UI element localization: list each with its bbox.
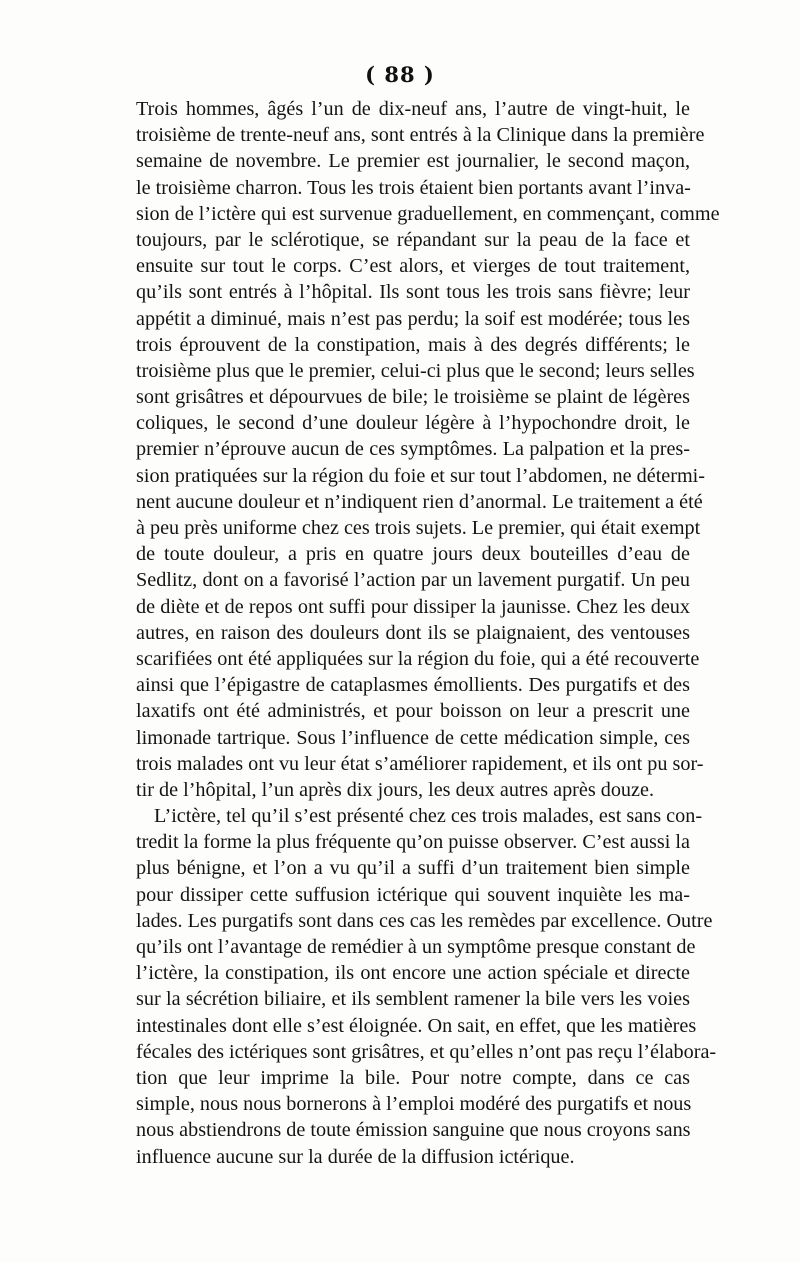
text-line: premier n’éprouve aucun de ces symptômes. La palpation et la pres- [136,438,690,461]
text-line: toujours, par le sclérotique, se répandant sur la peau de la face et [136,228,690,251]
text-line: sion pratiquées sur la région du foie et sur tout l’abdomen, ne détermi- [136,464,706,487]
text-line: troisième de trente-neuf ans, sont entrés à la Clinique dans la première [136,124,705,147]
paragraph-2 [136,803,717,1170]
text-line: intestinales dont elle s’est éloignée. On sait, en effet, que les matières [136,1014,697,1037]
text-line: simple, nous nous bornerons à l’emploi modéré des purgatifs et nous [136,1093,692,1116]
text-line: qu’ils ont l’avantage de remédier à un symptôme presque constant de [136,936,696,958]
text-line: ensuite sur tout le corps. C’est alors, et vierges de tout traitement, [136,255,690,278]
text-line: Sedlitz, dont on a favorisé l’action par un lavement purgatif. Un peu [136,569,690,592]
text-line: limonade tartrique. Sous l’influence de cette médication simple, ces [136,726,690,749]
body-text [136,96,720,1170]
text-line: lades. Les purgatifs sont dans ces cas les remèdes par excellence. Outre [136,909,713,932]
text-line: trois malades ont vu leur état s’améliorer rapidement, et ils ont pu sor- [136,752,704,775]
text-line: sont grisâtres et dépourvues de bile; le troisième se plaint de légères [136,386,690,409]
text-line: coliques, le second d’une douleur légère à l’hypochondre droit, le [136,412,690,435]
text-line: sur la sécrétion biliaire, et ils semblent ramener la bile vers les voies [136,988,690,1011]
text-line: tredit la forme la plus fréquente qu’on puisse observer. C’est aussi la [136,831,690,854]
text-line: autres, en raison des douleurs dont ils se plaignaient, des ventouses [136,621,690,644]
text-line: nent aucune douleur et n’indiquent rien d’anormal. Le traitement a été [136,490,703,513]
text-line: de diète et de repos ont suffi pour dissiper la jaunisse. Chez les deux [136,595,690,618]
text-line: troisième plus que le premier, celui-ci plus que le second; leurs selles [136,359,695,382]
text-line: qu’ils sont entrés à l’hôpital. Ils sont tous les trois sans fièvre; leur [136,281,690,304]
text-line: nous abstiendrons de toute émission sanguine que nous croyons sans [136,1119,691,1142]
text-line: influence aucune sur la durée de la diffusion ictérique. [136,1145,575,1168]
text-line: tir de l’hôpital, l’un après dix jours, les deux autres après douze. [136,778,654,801]
text-line: trois éprouvent de la constipation, mais à des degrés différents; le [136,333,690,356]
text-line: à peu près uniforme chez ces trois sujets. Le premier, qui était exempt [136,517,701,539]
text-line: sion de l’ictère qui est survenue graduellement, en commençant, comme [136,202,720,225]
text-line: tion que leur imprime la bile. Pour notre compte, dans ce cas [136,1066,690,1089]
text-line: Trois hommes, âgés l’un de dix-neuf ans, l’autre de vingt-huit, le [136,98,690,120]
text-line: fécales des ictériques sont grisâtres, et qu’elles n’ont pas reçu l’élabora- [136,1040,717,1063]
text-line: de toute douleur, a pris en quatre jours deux bouteilles d’eau de [136,543,690,566]
text-line: laxatifs ont été administrés, et pour boisson on leur a prescrit une [136,700,690,723]
text-line: semaine de novembre. Le premier est journalier, le second maçon, [136,150,690,173]
text-line: plus bénigne, et l’on a vu qu’il a suffi d’un traitement bien simple [136,857,690,880]
text-line: scarifiées ont été appliquées sur la région du foie, qui a été recouverte [136,647,700,670]
text-line: appétit a diminué, mais n’est pas perdu; la soif est modérée; tous les [136,307,690,330]
text-line: L’ictère, tel qu’il s’est présenté chez ces trois malades, est sans con- [154,805,703,828]
text-line: le troisième charron. Tous les trois étaient bien portants avant l’inva- [136,176,691,199]
page-number: ( 88 ) [365,62,435,87]
text-line: ainsi que l’épigastre de cataplasmes émollients. Des purgatifs et des [136,674,690,697]
paragraph-1 [136,96,720,803]
text-line: l’ictère, la constipation, ils ont encore une action spéciale et directe [136,962,690,985]
text-line: pour dissiper cette suffusion ictérique qui souvent inquiète les ma- [136,883,690,906]
